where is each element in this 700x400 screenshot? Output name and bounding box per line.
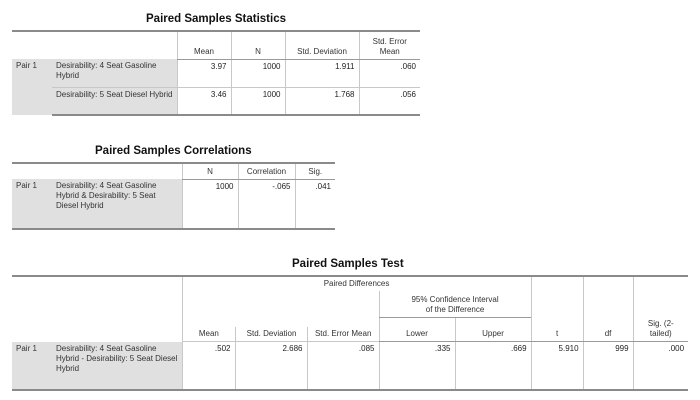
paired-samples-statistics-title: Paired Samples Statistics bbox=[146, 13, 286, 25]
header-std-error-mean: Std. Error Mean bbox=[359, 31, 420, 59]
paired-samples-correlations-table bbox=[12, 162, 335, 230]
paired-samples-statistics-table bbox=[12, 30, 420, 116]
cell-std-deviation: 1.768 bbox=[285, 87, 359, 115]
header-paired-differences: Paired Differences bbox=[182, 276, 531, 291]
header-n: N bbox=[231, 31, 285, 59]
table-row bbox=[12, 59, 420, 87]
paired-samples-test-title: Paired Samples Test bbox=[292, 258, 404, 270]
row-label: Desirability: 4 Seat Gasoline Hybrid - Desirability: 5 Seat Diesel Hybrid bbox=[52, 342, 182, 390]
row-label: Desirability: 4 Seat Gasoline Hybrid bbox=[52, 59, 177, 87]
header-mean: Mean bbox=[177, 31, 231, 59]
header-mean: Mean bbox=[198, 329, 219, 338]
cell-lower: .335 bbox=[379, 342, 455, 390]
cell-std-error-mean: .060 bbox=[359, 59, 420, 87]
header-lower: Lower bbox=[379, 317, 455, 342]
pair-label: Pair 1 bbox=[12, 179, 52, 229]
paired-samples-test-table bbox=[12, 275, 688, 391]
pair-label: Pair 1 bbox=[12, 59, 52, 115]
header-std-deviation: Std. Deviation bbox=[235, 327, 307, 341]
paired-samples-correlations-title: Paired Samples Correlations bbox=[95, 145, 252, 157]
cell-sig: .041 bbox=[295, 179, 335, 229]
cell-t: 5.910 bbox=[531, 342, 583, 390]
cell-std-error-mean: .056 bbox=[359, 87, 420, 115]
cell-std-error-mean: .085 bbox=[307, 342, 379, 390]
cell-mean: .502 bbox=[182, 342, 235, 390]
cell-std-deviation: 1.911 bbox=[285, 59, 359, 87]
cell-sig-2-tailed: .000 bbox=[633, 342, 688, 390]
header-std-deviation: Std. Deviation bbox=[285, 31, 359, 59]
table-row bbox=[12, 87, 420, 115]
cell-mean: 3.97 bbox=[177, 59, 231, 87]
header-t: t bbox=[531, 317, 583, 342]
table-row bbox=[12, 342, 688, 390]
header-correlation: Correlation bbox=[238, 163, 295, 179]
header-std-error-mean: Std. Error Mean bbox=[307, 327, 379, 341]
cell-df: 999 bbox=[583, 342, 633, 390]
row-label: Desirability: 4 Seat Gasoline Hybrid & Desirability: 5 Seat Diesel Hybrid bbox=[52, 179, 182, 229]
table-row bbox=[12, 179, 335, 229]
cell-std-deviation: 2.686 bbox=[235, 342, 307, 390]
cell-n: 1000 bbox=[231, 59, 285, 87]
cell-upper: .669 bbox=[455, 342, 531, 390]
cell-correlation: -.065 bbox=[238, 179, 295, 229]
header-sig: Sig. bbox=[295, 163, 335, 179]
header-n: N bbox=[182, 163, 238, 179]
cell-mean: 3.46 bbox=[177, 87, 231, 115]
pair-label: Pair 1 bbox=[12, 342, 52, 390]
cell-n: 1000 bbox=[182, 179, 238, 229]
cell-n: 1000 bbox=[231, 87, 285, 115]
row-label: Desirability: 5 Seat Diesel Hybrid bbox=[52, 87, 177, 115]
header-upper: Upper bbox=[455, 317, 531, 342]
header-df: df bbox=[583, 317, 633, 342]
header-confidence-interval: 95% Confidence Interval of the Difference bbox=[379, 291, 531, 317]
header-sig-2-tailed: Sig. (2-tailed) bbox=[633, 317, 688, 342]
